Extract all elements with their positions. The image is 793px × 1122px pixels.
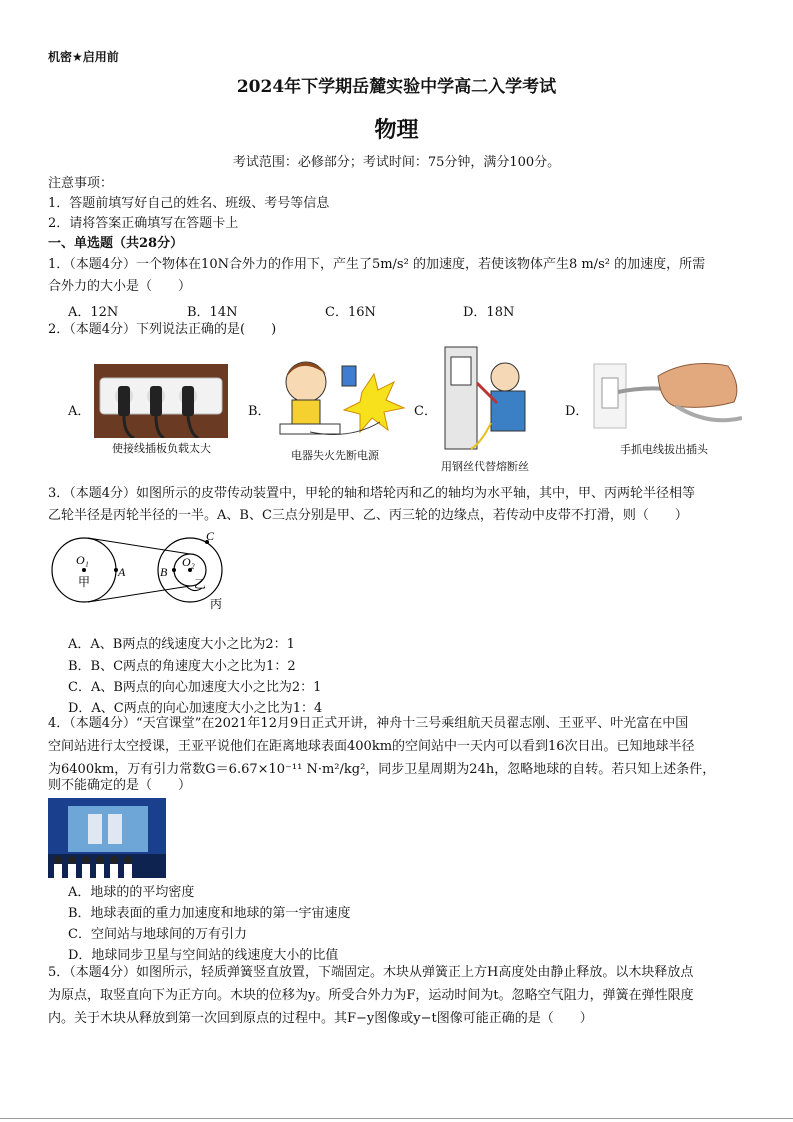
confidential-mark: 机密★启用前 xyxy=(48,50,119,64)
q1-option-c: C．16N xyxy=(325,305,376,320)
q5-stem-line1: 5．（本题4分）如图所示，轻质弹簧竖直放置，下端固定。木块从弹簧正上方H高度处由静止释放。以木块释放点 xyxy=(48,965,694,980)
q1-option-a: A．12N xyxy=(68,305,119,320)
q3-option-b: B．B、C两点的角速度大小之比为1：2 xyxy=(68,659,296,674)
label-b: B xyxy=(160,565,168,579)
q1-stem-line2: 合外力的大小是（ ） xyxy=(48,279,192,294)
label-o2: O₂ xyxy=(182,555,195,569)
q2-option-a-letter: A． xyxy=(68,404,91,419)
fire-cartoon-image xyxy=(270,352,410,444)
q2-caption-b: 电器失火先断电源 xyxy=(291,449,379,462)
q3-stem-line2: 乙轮半径是丙轮半径的一半。A、B、C三点分别是甲、乙、丙三轮的边缘点，若传动中皮带不打滑，则（ ） xyxy=(48,508,688,523)
q2-option-d-letter: D． xyxy=(565,404,589,419)
q2-option-b-letter: B． xyxy=(248,404,271,419)
q3-option-d: D．A、C两点的向心加速度大小之比为1：4 xyxy=(68,701,323,716)
q3-option-c: C．A、B两点的向心加速度大小之比为2：1 xyxy=(68,680,322,695)
q4-stem-line2: 空间站进行太空授课，王亚平说他们在距离地球表面400km的空间站中一天内可以看到16次日出。已知地球半径 xyxy=(48,739,695,754)
note-item: 1．答题前填写好自己的姓名、班级、考号等信息 xyxy=(48,196,330,211)
plug-pull-image xyxy=(588,356,742,436)
q5-stem-line3: 内。关于木块从释放到第一次回到原点的过程中。其F−y图像或y−t图像可能正确的是（ ） xyxy=(48,1011,593,1026)
q1-stem-line1: 1．（本题4分）一个物体在10N合外力的作用下，产生了5m/s² 的加速度，若使该物体产生8 m/s² 的加速度，所需 xyxy=(48,257,706,272)
q2-caption-c: 用钢丝代替熔断丝 xyxy=(441,460,529,473)
q3-stem-line1: 3．（本题4分）如图所示的皮带传动装置中，甲轮的轴和塔轮丙和乙的轴均为水平轴，其中，甲、丙两轮半径相等 xyxy=(48,486,696,501)
label-a: A xyxy=(118,565,126,579)
space-class-photo xyxy=(48,798,166,878)
q5-stem-line2: 为原点，取竖直向下为正方向。木块的位移为y。所受合外力为F，运动时间为t。忽略空气阻力，弹簧在弹性限度 xyxy=(48,988,694,1003)
q4-option-d: D．地球同步卫星与空间站的线速度大小的比值 xyxy=(68,948,339,963)
exam-title: 2024年下学期岳麓实验中学高二入学考试 xyxy=(236,77,557,97)
q3-option-a: A．A、B两点的线速度大小之比为2：1 xyxy=(68,637,295,652)
q2-stem: 2．（本题4分）下列说法正确的是( ) xyxy=(48,322,277,337)
q4-option-a: A．地球的的平均密度 xyxy=(68,885,195,900)
belt-drive-diagram xyxy=(48,528,238,612)
label-c: C xyxy=(206,529,215,543)
power-strip-image xyxy=(94,364,228,438)
section-heading: 一、单选题（共28分） xyxy=(48,236,184,251)
label-o1: O₁ xyxy=(76,553,89,567)
page-bottom-rule xyxy=(0,1118,793,1119)
exam-range: 考试范围：必修部分；考试时间：75分钟，满分100分。 xyxy=(232,155,561,170)
q4-stem-line3: 为6400km，万有引力常数G＝6.67×10⁻¹¹ N·m²/kg²，同步卫星周期为24h，忽略地球的自转。若只知上述条件， xyxy=(48,762,716,777)
note-item: 2．请将答案正确填写在答题卡上 xyxy=(48,216,239,231)
fuse-wire-cartoon-image xyxy=(441,343,539,453)
subject-title: 物理 xyxy=(374,117,419,143)
q1-option-d: D．18N xyxy=(463,305,515,320)
label-yi: 乙 xyxy=(194,577,207,591)
label-jia: 甲 xyxy=(78,575,91,589)
label-bing: 丙 xyxy=(210,597,223,611)
q2-caption-a: 使接线插板负载太大 xyxy=(112,442,211,455)
q4-option-b: B．地球表面的重力加速度和地球的第一宇宙速度 xyxy=(68,906,351,921)
q2-caption-d: 手抓电线拔出插头 xyxy=(620,443,708,456)
q2-option-c-letter: C． xyxy=(414,404,437,419)
q4-option-c: C．空间站与地球间的万有引力 xyxy=(68,927,247,942)
q4-stem-line1: 4．（本题4分）“天宫课堂”在2021年12月9日正式开讲，神舟十三号乘组航天员翟志刚、王亚平、叶光富在中国 xyxy=(48,716,689,731)
q4-stem-line4: 则不能确定的是（ ） xyxy=(48,778,192,793)
q1-option-b: B．14N xyxy=(187,305,238,320)
notes-heading: 注意事项： xyxy=(48,176,114,191)
